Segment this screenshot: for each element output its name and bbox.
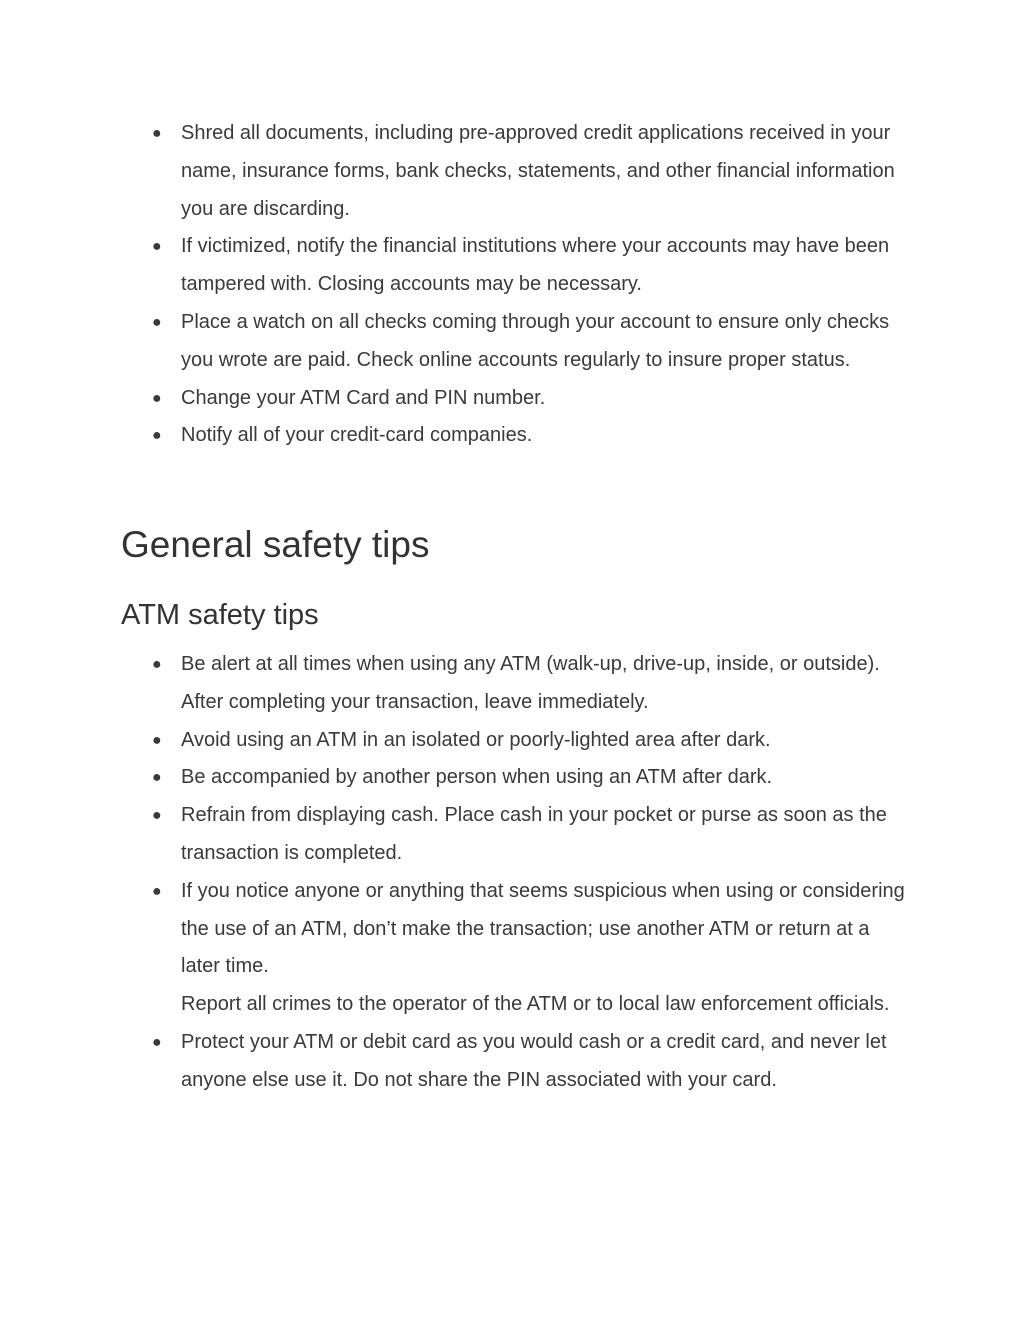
list-item <box>121 417 911 455</box>
list-item <box>121 646 911 722</box>
bullet-icon: ● <box>152 731 162 749</box>
list-item <box>121 304 911 380</box>
list-item <box>121 797 911 873</box>
bullet-icon: ● <box>152 313 162 331</box>
list-item <box>121 1024 911 1100</box>
list-item-text: Avoid using an ATM in an isolated or poorly-lighted area after dark. <box>181 728 771 751</box>
list-item-text: Place a watch on all checks coming through your account to ensure only checks you wrote are paid. Check online accounts regularly to insure proper status. <box>181 310 890 371</box>
list-item <box>121 722 911 760</box>
bullet-icon: ● <box>152 882 162 900</box>
list-item <box>121 228 911 304</box>
bullet-icon: ● <box>152 1033 162 1051</box>
list-item-text: Shred all documents, including pre-approved credit applications received in your name, insurance forms, bank checks, statements, and other financial information you are discarding. <box>181 122 895 220</box>
list-item-text: If victimized, notify the financial institutions where your accounts may have been tampered with. Closing accounts may be necessary. <box>181 235 890 296</box>
bullet-icon: ● <box>152 427 162 445</box>
list-item <box>121 380 911 418</box>
list-item-text: Notify all of your credit-card companies. <box>181 424 533 447</box>
list-item <box>121 873 911 1024</box>
bullet-icon: ● <box>152 389 162 407</box>
bullet-icon: ● <box>152 769 162 787</box>
bullet-icon: ● <box>152 656 162 673</box>
subsection-heading: ATM safety tips <box>121 599 319 631</box>
list-item <box>121 115 911 228</box>
list-item-text: Be alert at all times when using any ATM (walk-up, drive-up, inside, or outside). After completing your transaction, leave immediately. <box>181 653 880 713</box>
list-item-text: If you notice anyone or anything that seems suspicious when using or considering the use of an ATM, don’t make the transaction; use another ATM or return at a later time. <box>181 879 905 978</box>
section-heading: General safety tips <box>121 524 430 565</box>
identity-theft-list <box>121 115 911 455</box>
atm-safety-list <box>121 646 911 1100</box>
list-item-text: Refrain from displaying cash. Place cash in your pocket or purse as soon as the transaction is completed. <box>181 804 887 864</box>
list-item-text: Be accompanied by another person when using an ATM after dark. <box>181 766 773 789</box>
bullet-icon: ● <box>152 807 162 825</box>
bullet-icon: ● <box>152 125 162 142</box>
list-item-text: Change your ATM Card and PIN number. <box>181 386 546 409</box>
list-item <box>121 759 911 797</box>
list-item-text: Protect your ATM or debit card as you would cash or a credit card, and never let anyone else use it. Do not share the PIN associated with your card. <box>181 1030 887 1091</box>
bullet-icon: ● <box>152 238 162 256</box>
list-item-extra-text: Report all crimes to the operator of the ATM or to local law enforcement officials. <box>181 993 890 1016</box>
